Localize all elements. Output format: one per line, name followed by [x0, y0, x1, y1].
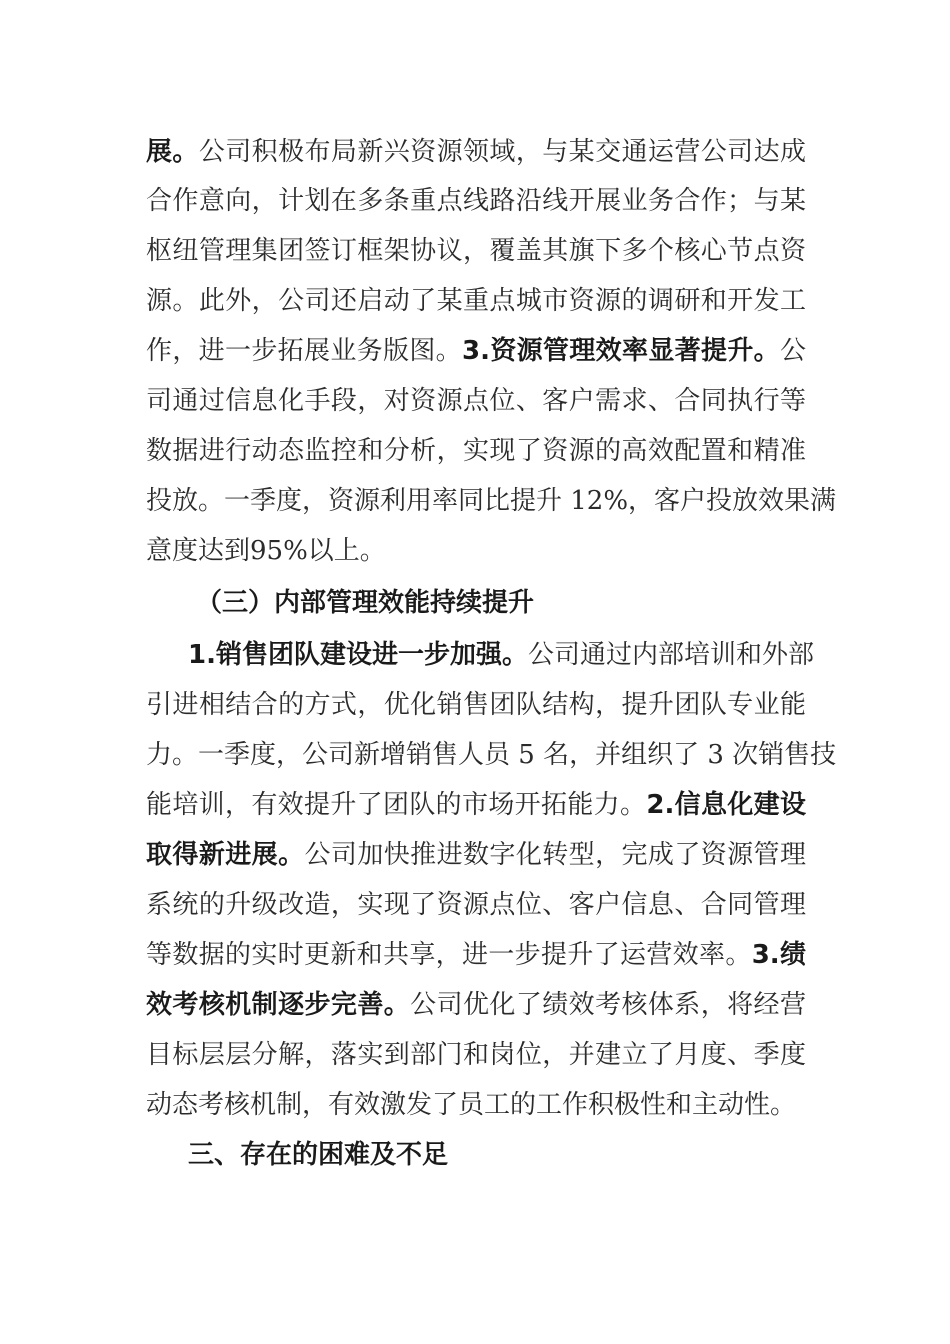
- bold-phrase: 效考核机制逐步完善。: [146, 990, 411, 1020]
- text-segment: 枢纽管理集团签订框架协议，覆盖其旗下多个核心节点资: [146, 236, 806, 266]
- text-segment: 引进相结合的方式，优化销售团队结构，提升团队专业能: [146, 690, 806, 720]
- body-line: [146, 1030, 806, 1080]
- section-subheading: [196, 578, 534, 628]
- text-segment: 目标层层分解，落实到部门和岗位，并建立了月度、季度: [146, 1040, 806, 1070]
- body-line: [146, 476, 837, 526]
- bold-phrase: 2.信息化建设: [646, 790, 806, 820]
- text-segment: 公司加快推进数字化转型，完成了资源管理: [304, 840, 806, 870]
- heading-text: 三、存在的困难及不足: [188, 1140, 449, 1170]
- text-segment: 等数据的实时更新和共享，进一步提升了运营效率。: [146, 940, 752, 970]
- section-heading: [188, 1130, 448, 1180]
- body-line: [146, 880, 806, 930]
- text-segment: 投放。一季度，资源利用率同比提升 12%，客户投放效果满: [146, 486, 837, 516]
- body-line: [146, 730, 837, 780]
- text-segment: 能培训，有效提升了团队的市场开拓能力。: [146, 790, 647, 820]
- body-line: [146, 780, 806, 830]
- body-line: [146, 526, 386, 576]
- text-segment: 公: [779, 336, 806, 366]
- text-segment: 公司优化了绩效考核体系，将经营: [410, 990, 806, 1020]
- bold-phrase: 3.资源管理效率显著提升。: [462, 336, 780, 366]
- bold-phrase: 3.绩: [751, 940, 806, 970]
- text-segment: 动态考核机制，有效激发了员工的工作积极性和主动性。: [146, 1090, 797, 1120]
- bold-phrase: 取得新进展。: [146, 840, 305, 870]
- bold-phrase: 1.销售团队建设进一步加强。: [188, 640, 528, 670]
- bold-phrase: 展。: [146, 137, 199, 167]
- text-segment: 公司积极布局新兴资源领域，与某交通运营公司达成: [198, 137, 806, 167]
- body-line: [146, 276, 806, 326]
- text-segment: 合作意向，计划在多条重点线路沿线开展业务合作；与某: [146, 186, 806, 216]
- text-segment: 司通过信息化手段，对资源点位、客户需求、合同执行等: [146, 386, 806, 416]
- text-segment: 意度达到95%以上。: [146, 536, 386, 566]
- body-line: [146, 830, 806, 880]
- body-line: [146, 176, 806, 226]
- text-segment: 数据进行动态监控和分析，实现了资源的高效配置和精准: [146, 436, 806, 466]
- text-segment: 作，进一步拓展业务版图。: [146, 336, 463, 366]
- text-segment: 源。此外，公司还启动了某重点城市资源的调研和开发工: [146, 286, 806, 316]
- body-line: [146, 680, 806, 730]
- body-line: [146, 326, 806, 376]
- body-line: [146, 376, 806, 426]
- text-segment: 公司通过内部培训和外部: [527, 640, 814, 670]
- body-line: [146, 226, 806, 276]
- text-segment: 力。一季度，公司新增销售人员 5 名，并组织了 3 次销售技: [146, 740, 837, 770]
- body-line: [146, 127, 806, 177]
- text-segment: 系统的升级改造，实现了资源点位、客户信息、合同管理: [146, 890, 806, 920]
- subheading-text: （三）内部管理效能持续提升: [196, 588, 535, 618]
- body-line: [146, 1080, 796, 1130]
- body-line: [146, 930, 806, 980]
- body-line: [146, 980, 806, 1030]
- body-line: [146, 426, 806, 476]
- body-line: [188, 630, 814, 680]
